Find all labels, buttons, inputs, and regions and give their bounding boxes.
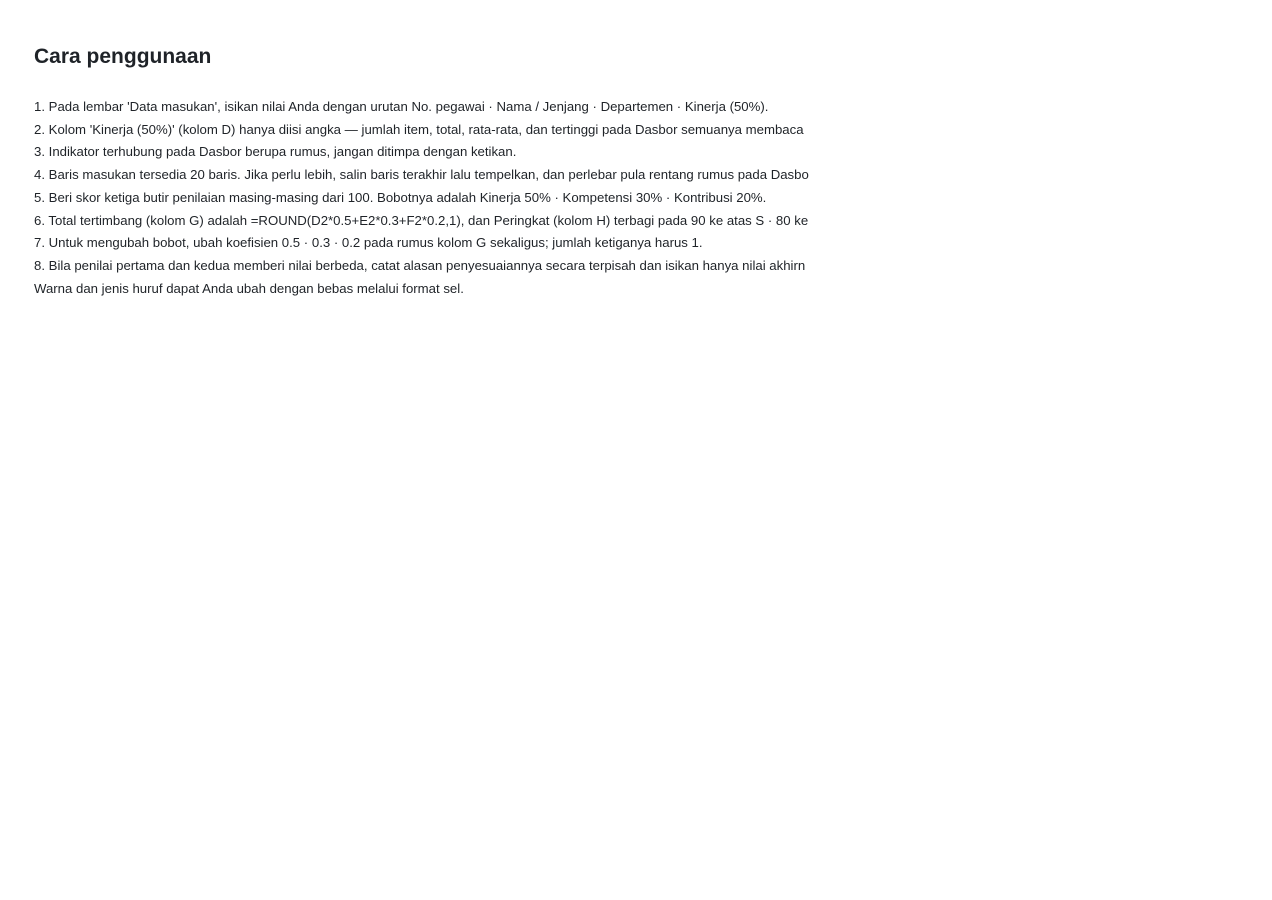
instruction-step-7: 7. Untuk mengubah bobot, ubah koefisien 0.5 · 0.3 · 0.2 pada rumus kolom G sekaligus; jumlah ketiganya harus 1. — [34, 235, 703, 251]
instruction-list — [34, 96, 838, 300]
instruction-step-1: 1. Pada lembar 'Data masukan', isikan nilai Anda dengan urutan No. pegawai · Nama / Jenjang · Departemen · Kinerja (50%). — [34, 99, 769, 114]
format-note: Warna dan jenis huruf dapat Anda ubah dengan bebas melalui format sel. — [34, 280, 464, 296]
instruction-step-2: 2. Kolom 'Kinerja (50%)' (kolom D) hanya diisi angka — jumlah item, total, rata-rata, dan tertinggi pada Dasbor semuanya membaca — [34, 121, 804, 137]
instruction-step-5: 5. Beri skor ketiga butir penilaian masing-masing dari 100. Bobotnya adalah Kinerja 50% · Kompetensi 30% · Kontribusi 20%. — [34, 189, 767, 205]
instruction-step-3: 3. Indikator terhubung pada Dasbor berupa rumus, jangan ditimpa dengan ketikan. — [34, 144, 517, 160]
instruction-step-4: 4. Baris masukan tersedia 20 baris. Jika perlu lebih, salin baris terakhir lalu tempelkan, dan perlebar pula rentang rumus pada Dasbo — [34, 167, 809, 183]
instruction-step-8: 8. Bila penilai pertama dan kedua memberi nilai berbeda, catat alasan penyesuaiannya secara terpisah dan isikan hanya nilai akhirn — [34, 257, 806, 273]
page-title: Cara penggunaan — [34, 45, 212, 68]
instruction-step-6: 6. Total tertimbang (kolom G) adalah =ROUND(D2*0.5+E2*0.3+F2*0.2,1), dan Peringkat (kolom H) terbagi pada 90 ke atas S · 80 ke — [34, 212, 809, 228]
